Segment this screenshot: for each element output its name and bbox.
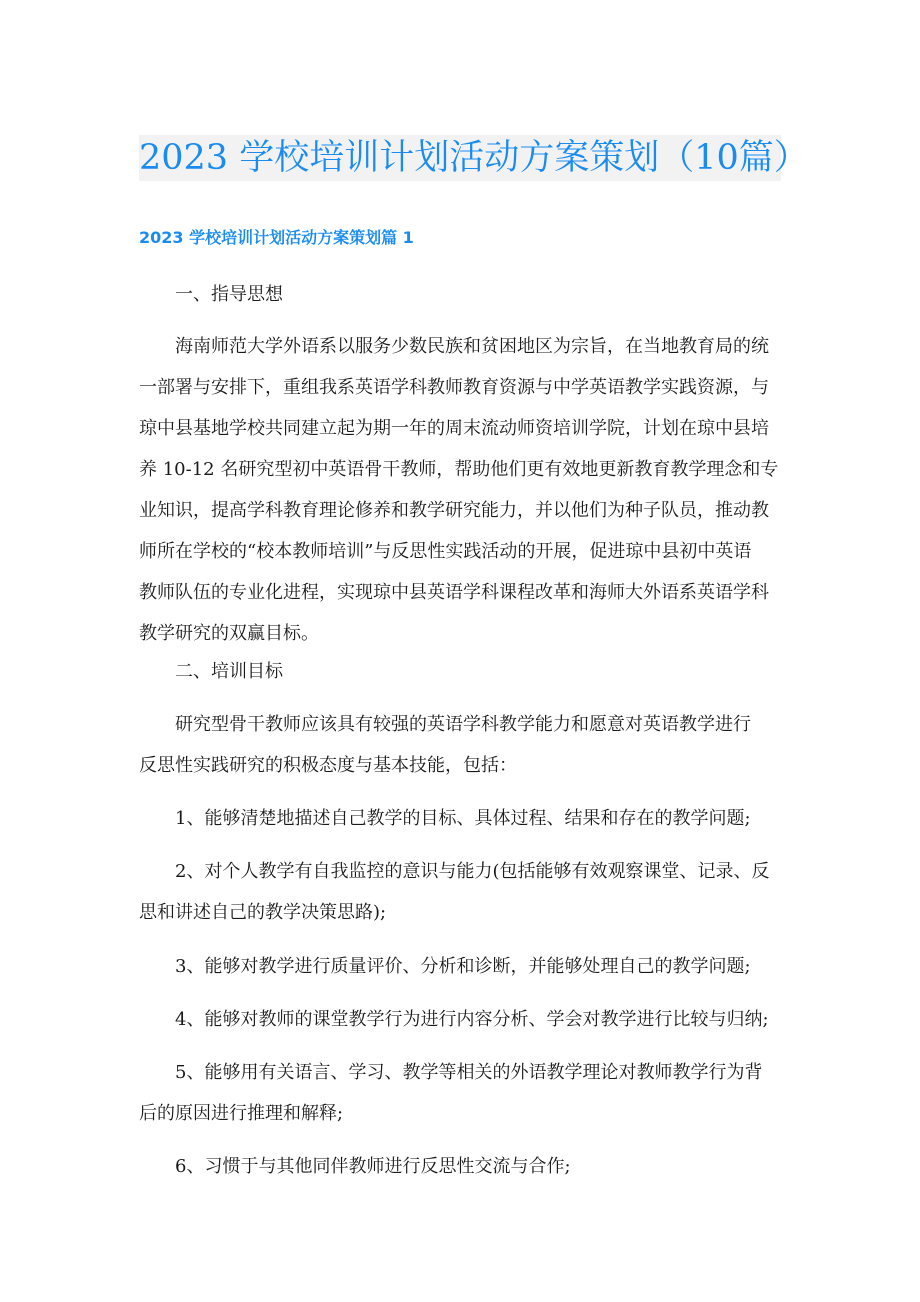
subheading-guiding-ideology: 一、指导思想 [175, 284, 283, 305]
paragraph-line: 教学研究的双赢目标。 [139, 623, 319, 644]
paragraph-line: 海南师范大学外语系以服务少数民族和贫困地区为宗旨，在当地教育局的统 [175, 336, 769, 357]
paragraph-line: 一部署与安排下，重组我系英语学科教师教育资源与中学英语教学实践资源，与 [139, 377, 769, 398]
subheading-training-goals: 二、培训目标 [175, 661, 283, 682]
list-item-5-continued: 后的原因进行推理和解释; [139, 1103, 344, 1124]
paragraph-line: 养 10-12 名研究型初中英语骨干教师，帮助他们更有效地更新教育教学理念和专 [139, 459, 779, 480]
list-item-6: 6、习惯于与其他同伴教师进行反思性交流与合作; [175, 1156, 571, 1177]
paragraph-line: 师所在学校的“校本教师培训”与反思性实践活动的开展，促进琼中县初中英语 [139, 541, 752, 562]
section-heading: 2023 学校培训计划活动方案策划篇 1 [139, 228, 414, 247]
list-item-2: 2、对个人教学有自我监控的意识与能力(包括能够有效观察课堂、记录、反 [175, 861, 770, 882]
list-item-2-continued: 思和讲述自己的教学决策思路); [139, 902, 387, 923]
list-item-5: 5、能够用有关语言、学习、教学等相关的外语教学理论对教师教学行为背 [175, 1062, 763, 1083]
document-title: 2023 学校培训计划活动方案策划（10篇） [139, 135, 781, 181]
list-item-3: 3、能够对教学进行质量评价、分析和诊断，并能够处理自己的教学问题; [175, 956, 751, 977]
paragraph-line: 琼中县基地学校共同建立起为期一年的周末流动师资培训学院，计划在琼中县培 [139, 418, 769, 439]
list-item-1: 1、能够清楚地描述自己教学的目标、具体过程、结果和存在的教学问题; [175, 808, 751, 829]
paragraph-line: 反思性实践研究的积极态度与基本技能，包括： [139, 755, 517, 776]
list-item-4: 4、能够对教师的课堂教学行为进行内容分析、学会对教学进行比较与归纳; [175, 1009, 769, 1030]
paragraph-line: 研究型骨干教师应该具有较强的英语学科教学能力和愿意对英语教学进行 [175, 714, 751, 735]
paragraph-line: 业知识，提高学科教育理论修养和教学研究能力，并以他们为种子队员，推动教 [139, 500, 769, 521]
paragraph-line: 教师队伍的专业化进程，实现琼中县英语学科课程改革和海师大外语系英语学科 [139, 582, 769, 603]
